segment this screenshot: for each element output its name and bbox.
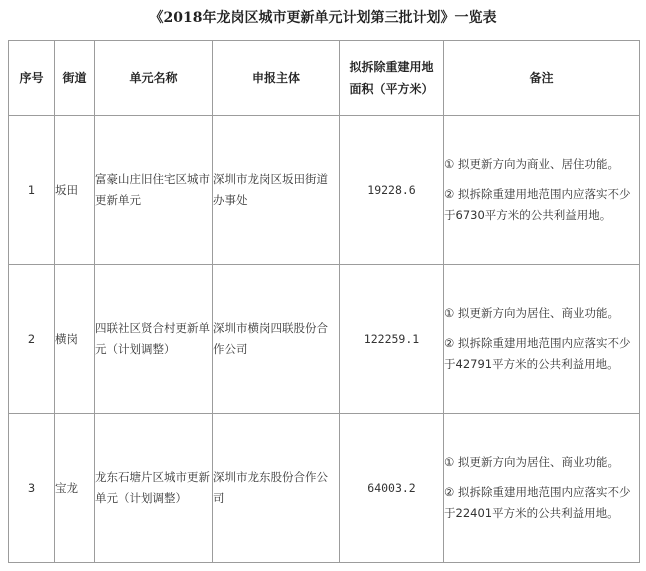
header-seq: 序号 bbox=[9, 41, 55, 116]
plan-table bbox=[8, 40, 640, 563]
note-item: ② 拟拆除重建用地范围内应落实不少于6730平方米的公共利益用地。 bbox=[444, 187, 631, 222]
table-row bbox=[9, 414, 640, 563]
cell-note bbox=[444, 265, 640, 414]
note-item: ① 拟更新方向为商业、居住功能。 bbox=[444, 157, 619, 171]
cell-unit: 四联社区贤合村更新单元（计划调整） bbox=[95, 265, 213, 414]
cell-unit: 富豪山庄旧住宅区城市更新单元 bbox=[95, 116, 213, 265]
note-item: ① 拟更新方向为居住、商业功能。 bbox=[444, 306, 619, 320]
cell-street: 坂田 bbox=[55, 116, 95, 265]
header-note: 备注 bbox=[444, 41, 640, 116]
cell-street: 宝龙 bbox=[55, 414, 95, 563]
cell-seq: 3 bbox=[9, 414, 55, 563]
header-street: 街道 bbox=[55, 41, 95, 116]
cell-note bbox=[444, 414, 640, 563]
cell-area: 122259.1 bbox=[340, 265, 444, 414]
note-item: ② 拟拆除重建用地范围内应落实不少于42791平方米的公共利益用地。 bbox=[444, 336, 631, 371]
header-applicant: 申报主体 bbox=[213, 41, 340, 116]
table-row bbox=[9, 265, 640, 414]
cell-applicant: 深圳市龙东股份合作公司 bbox=[213, 414, 340, 563]
note-item: ② 拟拆除重建用地范围内应落实不少于22401平方米的公共利益用地。 bbox=[444, 485, 631, 520]
cell-seq: 1 bbox=[9, 116, 55, 265]
cell-area: 19228.6 bbox=[340, 116, 444, 265]
cell-note bbox=[444, 116, 640, 265]
table-row bbox=[9, 116, 640, 265]
header-unit: 单元名称 bbox=[95, 41, 213, 116]
cell-street: 横岗 bbox=[55, 265, 95, 414]
page-title: 《2018年龙岗区城市更新单元计划第三批计划》一览表 bbox=[149, 10, 497, 26]
header-area bbox=[340, 41, 444, 116]
cell-area: 64003.2 bbox=[340, 414, 444, 563]
cell-unit: 龙东石塘片区城市更新单元（计划调整） bbox=[95, 414, 213, 563]
cell-applicant: 深圳市横岗四联股份合作公司 bbox=[213, 265, 340, 414]
note-item: ① 拟更新方向为居住、商业功能。 bbox=[444, 455, 619, 469]
cell-applicant: 深圳市龙岗区坂田街道办事处 bbox=[213, 116, 340, 265]
header-area-label: 拟拆除重建用地面积（平方米） bbox=[349, 60, 434, 96]
table-header-row bbox=[9, 41, 640, 116]
cell-seq: 2 bbox=[9, 265, 55, 414]
